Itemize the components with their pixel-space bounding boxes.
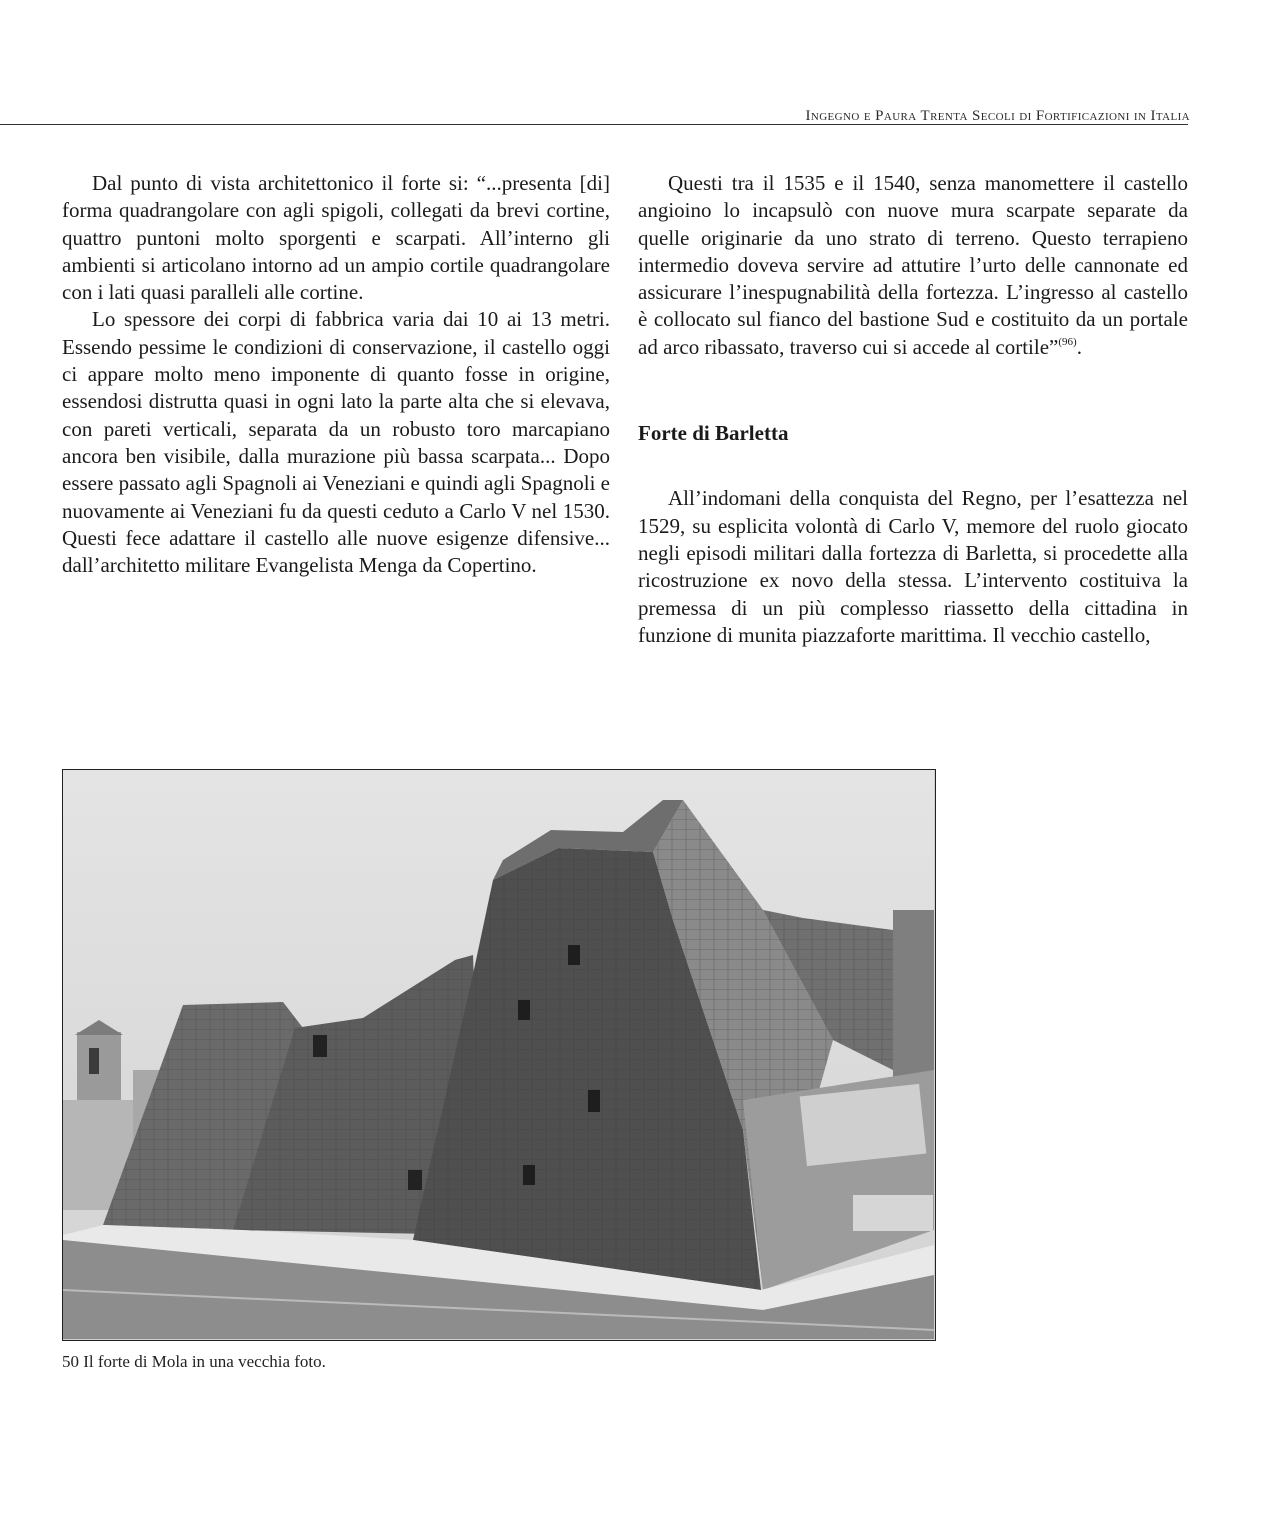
right-paragraph-1 [638,170,1188,361]
running-header: Ingegno e Paura Trenta Secoli di Fortificazioni in Italia [805,108,1190,124]
footnote-reference: (96) [1058,335,1077,348]
section-title: Forte di Barletta [638,421,789,446]
right-paragraph-1-text: Questi tra il 1535 e il 1540, senza manomettere il castello angioino lo incapsulò con nuove mura scarpate separate da quelle originarie da uno strato di terreno. Questo terrapieno intermedio doveva servire ad attutire l’urto delle cannonate ed assicurare l’inespugnabilità della fortezza. L’ingresso al castello è collocato sul fianco del bastione Sud e costituito da un portale ad arco ribassato, traverso cui si accede al cortile” [638,171,1188,359]
left-paragraph-2: Lo spessore dei corpi di fabbrica varia dai 10 ai 13 metri. Essendo pessime le condizioni di conservazione, il castello oggi ci appare molto meno imponente di quanto fosse in origine, essendosi distrutta quasi in ogni lato la parte alta che si elevava, con pareti verticali, separata da un robusto toro marcapiano ancora ben visibile, dalla murazione più bassa scarpata... Dopo essere passato agli Spagnoli ai Veneziani e quindi agli Spagnoli e nuovamente ai Veneziani fu da questi ceduto a Carlo V nel 1530. Questi fece adattare il castello alle nuove esigenze difensive... dall’architetto militare Evangelista Menga da Copertino. [62,307,610,578]
header-rule [0,124,1188,125]
fort-photo [62,769,936,1341]
figure-caption: 50 Il forte di Mola in una vecchia foto. [62,1352,326,1371]
left-paragraph-1: Dal punto di vista architettonico il forte si: “...presenta [di] forma quadrangolare con agli spigoli, collegati da brevi cortine, quattro puntoni molto sporgenti e scarpati. All’interno gli ambienti si articolano intorno ad un ampio cortile quadrangolare con i lati quasi paralleli alle cortine. [62,171,610,305]
right-column [638,170,1188,649]
right-paragraph-1-end: . [1076,334,1082,359]
fort-photo-illustration [63,770,934,1339]
right-paragraph-2: All’indomani della conquista del Regno, per l’esattezza nel 1529, su esplicita volontà di Carlo V, memore del ruolo giocato negli episodi militari dalla fortezza di Barletta, si procedette alla ricostruzione ex novo della stessa. L’intervento costituiva la premessa di un più complesso riassetto della cittadina in funzione di munita piazzaforte marittima. Il vecchio castello, [638,486,1188,647]
left-column [62,170,610,579]
